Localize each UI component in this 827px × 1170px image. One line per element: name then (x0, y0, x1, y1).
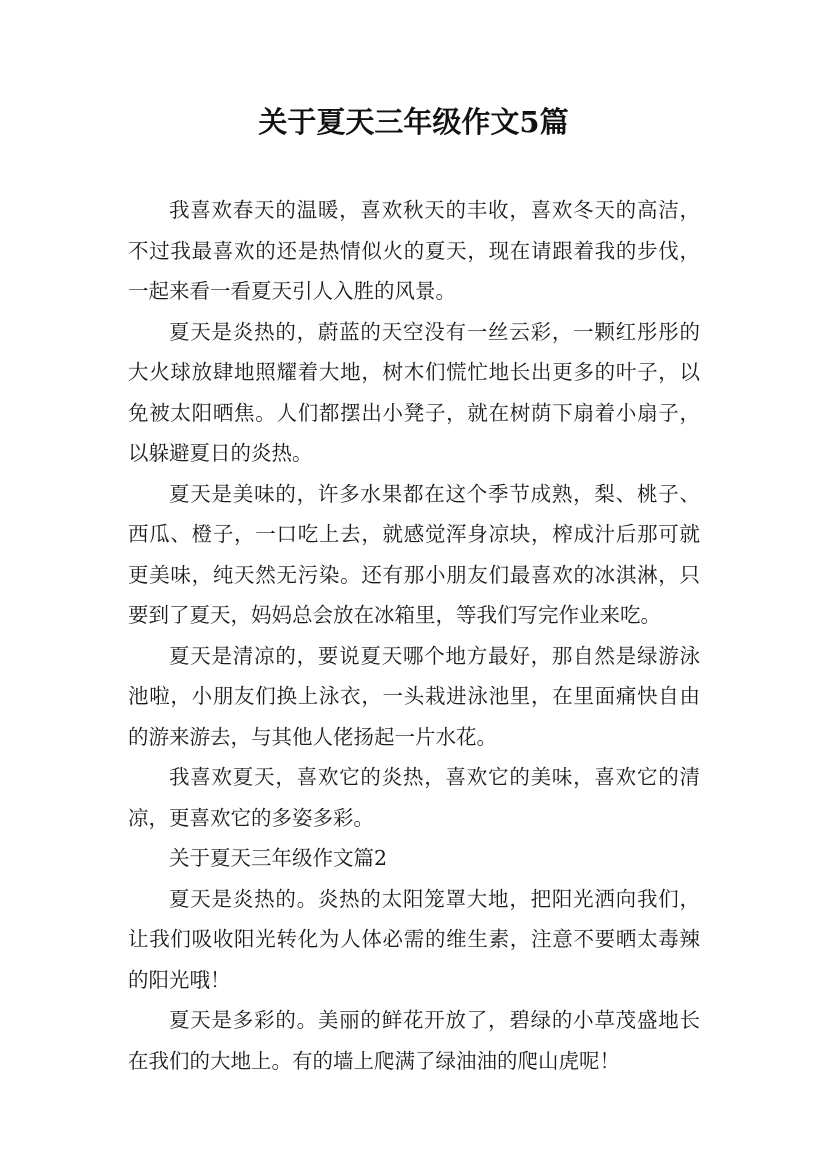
paragraph-conclusion: 我喜欢夏天，喜欢它的炎热，喜欢它的美味，喜欢它的清凉，更喜欢它的多姿多彩。 (128, 765, 700, 830)
paragraph-hot-summer: 夏天是炎热的，蔚蓝的天空没有一丝云彩，一颗红彤彤的大火球放肆地照耀着大地，树木们慌忙地长出更多的叶子，以免被太阳晒焦。人们都摆出小凳子，就在树荫下扇着小扇子，以躲避夏日的炎热。 (128, 319, 700, 465)
paragraph-essay2-hot: 夏天是炎热的。炎热的太阳笼罩大地，把阳光洒向我们，让我们吸收阳光转化为人体必需的维生素，注意不要晒太毒辣的阳光哦！ (128, 886, 700, 992)
paragraph-delicious-summer: 夏天是美味的，许多水果都在这个季节成熟，梨、桃子、西瓜、橙子，一口吃上去，就感觉浑身凉块，榨成汁后那可就更美味，纯天然无污染。还有那小朋友们最喜欢的冰淇淋，只要到了夏天，妈妈总会放在冰箱里，等我们写完作业来吃。 (128, 481, 700, 627)
paragraph-intro: 我喜欢春天的温暖，喜欢秋天的丰收，喜欢冬天的高洁，不过我最喜欢的还是热情似火的夏天，现在请跟着我的步伐，一起来看一看夏天引人入胜的风景。 (128, 198, 700, 303)
document-body (128, 190, 700, 1081)
paragraph-cool-summer: 夏天是清凉的，要说夏天哪个地方最好，那自然是绿游泳池啦，小朋友们换上泳衣，一头栽进泳池里，在里面痛快自由的游来游去，与其他人佬扬起一片水花。 (128, 643, 700, 749)
paragraph-essay2-colorful: 夏天是多彩的。美丽的鲜花开放了，碧绿的小草茂盛地长在我们的大地上。有的墙上爬满了绿油油的爬山虎呢！ (128, 1008, 700, 1073)
essay-2-heading: 关于夏天三年级作文篇2 (169, 846, 388, 870)
document-title: 关于夏天三年级作文5篇 (258, 105, 569, 139)
